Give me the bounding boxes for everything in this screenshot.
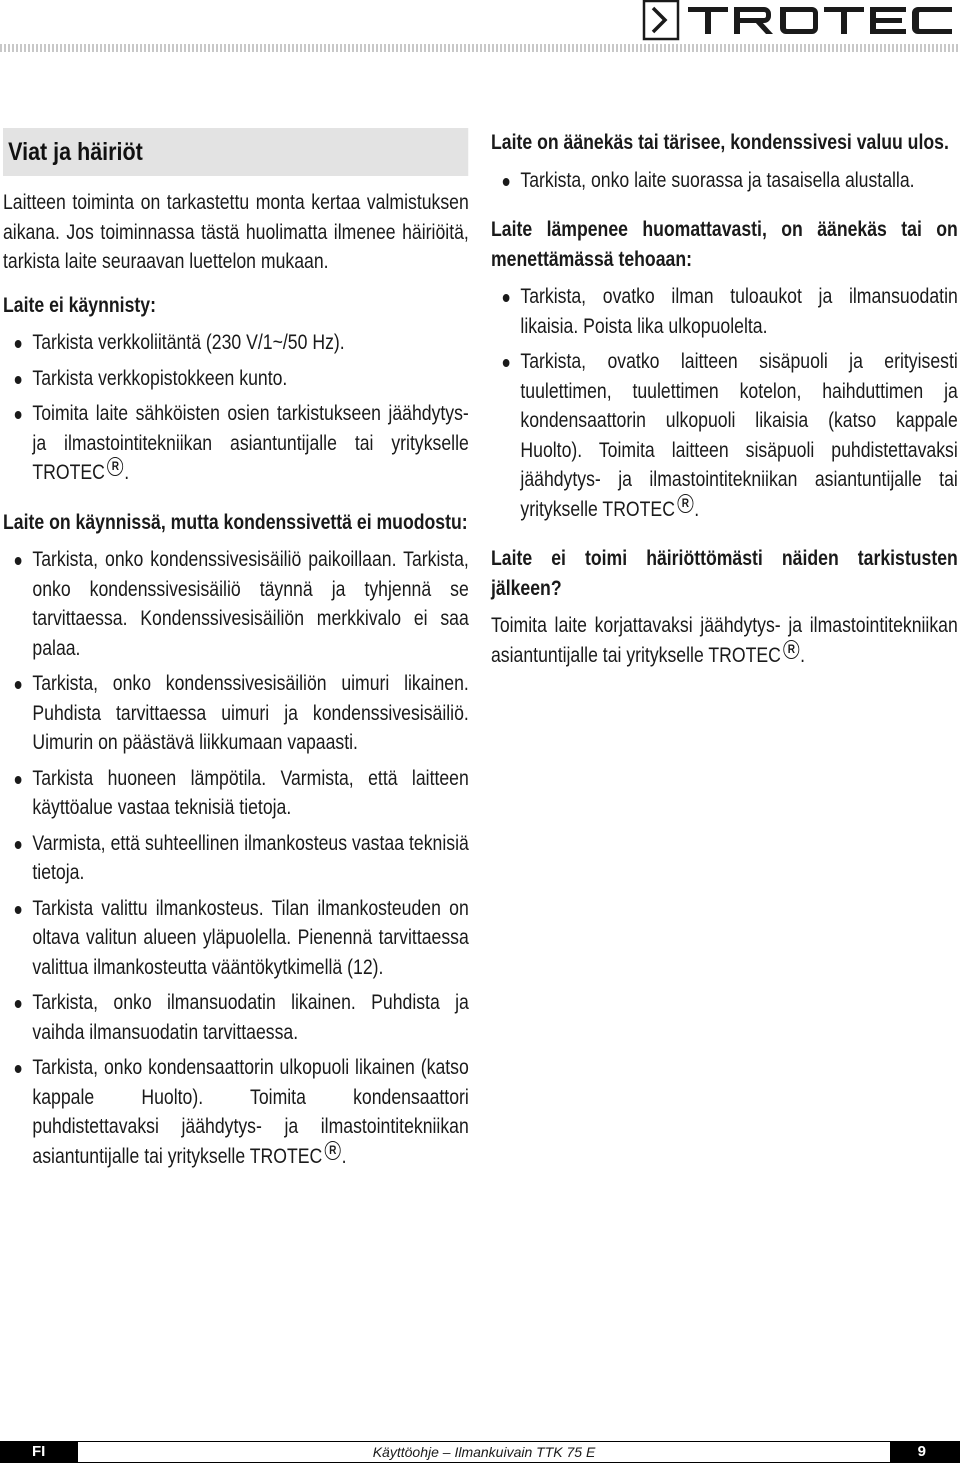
footer-page-number: 9 <box>890 1441 960 1463</box>
header-rule <box>0 44 960 52</box>
list-item-text: Tarkista valittu ilmankosteus. Tilan ilmankosteuden on oltava valitun alueen yläpuolella. Pienennä tarvittaessa valittua ilmankosteutta vääntökytkimellä (12). <box>32 896 469 979</box>
list-item <box>3 1053 469 1171</box>
heading-not-starting: Laite ei käynnisty: <box>3 293 156 317</box>
left-column-text <box>3 188 469 1171</box>
list-item-text: Toimita laite sähköisten osien tarkistukseen jäähdytys- ja ilmastointitekniikan asiantuntijalle tai yritykselle TROTEC <box>32 402 469 484</box>
list-item <box>3 328 469 358</box>
trotec-logo <box>640 0 960 44</box>
list-item <box>3 988 469 1047</box>
list-item <box>3 764 469 823</box>
registered-mark: R <box>783 640 799 659</box>
list-item-text: Tarkista, ovatko ilman tuloaukot ja ilmansuodatin likaisia. Poista lika ulkopuolelta. <box>520 285 958 338</box>
list-item-text: Tarkista, onko kondensaattorin ulkopuoli likainen (katso kappale Huolto). Toimita kondensaattori puhdistettavaksi jäähdytys- ja ilmastointitekniikan asiantuntijalle tai yritykselle TROTEC <box>32 1056 469 1168</box>
list-item-text: Tarkista huoneen lämpötila. Varmista, että laitteen käyttöalue vastaa teknisiä tietoja. <box>32 766 469 819</box>
list-noisy <box>491 166 958 196</box>
period: . <box>124 461 130 484</box>
list-item <box>491 282 958 341</box>
registered-mark: R <box>107 457 123 476</box>
intro-paragraph: Laitteen toiminta on tarkastettu monta kertaa valmistuksen aikana. Jos toiminnassa tästä huolimatta ilmenee häiriöitä, tarkista laite seuraavan luettelon mukaan. <box>3 191 469 273</box>
list-item-text: Tarkista, ovatko laitteen sisäpuoli ja erityisesti tuulettimen, tuulettimen kotelon, haihduttimen ja kondensaattorin ulkopuoli likaisia (katso kappale Huolto). Toimita laitteen sisäpuoli puhdistettavaksi jäähdytys- ja ilmastointitekniikan asiantuntijalle tai yritykselle TROTEC <box>520 350 958 521</box>
period: . <box>800 643 806 667</box>
right-column <box>491 128 958 684</box>
registered-mark: R <box>677 494 693 513</box>
list-not-starting <box>3 328 469 488</box>
heading-no-condensate: Laite on käynnissä, mutta kondenssivettä ei muodostu: <box>3 510 468 534</box>
repair-paragraph <box>491 611 958 670</box>
period: . <box>341 1144 347 1168</box>
footer-language: FI <box>0 1441 78 1463</box>
list-item <box>3 364 469 394</box>
list-item-text: Tarkista, onko laite suorassa ja tasaisella alustalla. <box>520 168 915 192</box>
section-title: Viat ja häiriöt <box>3 128 468 176</box>
list-item <box>3 399 469 488</box>
heading-noisy: Laite on äänekäs tai tärisee, kondenssivesi valuu ulos. <box>491 131 949 154</box>
registered-mark: R <box>325 1141 341 1160</box>
page-footer <box>0 1441 960 1463</box>
trotec-logo-graphic <box>640 0 960 44</box>
list-item <box>491 166 958 196</box>
heading-still-faulty: Laite ei toimi häiriöttömästi näiden tarkistusten jälkeen? <box>491 547 958 600</box>
footer-document-title: Käyttöohje – Ilmankuivain TTK 75 E <box>78 1441 890 1463</box>
list-item <box>3 545 469 663</box>
list-item-text: Tarkista verkkopistokkeen kunto. <box>32 366 288 390</box>
left-column <box>3 128 469 1191</box>
period: . <box>694 497 700 521</box>
list-item-text: Varmista, että suhteellinen ilmankosteus vastaa teknisiä tietoja. <box>32 831 469 884</box>
list-item <box>3 829 469 888</box>
repair-text: Toimita laite korjattavaksi jäähdytys- ja ilmastointitekniikan asiantuntijalle tai yritykselle TROTEC <box>491 614 958 667</box>
list-item <box>491 347 958 524</box>
right-column-text <box>491 128 958 670</box>
list-item-text: Tarkista, onko ilmansuodatin likainen. Puhdista ja vaihda ilmansuodatin tarvittaessa. <box>32 991 469 1044</box>
heading-heats-up: Laite lämpenee huomattavasti, on äänekäs tai on menettämässä tehoaan: <box>491 218 958 271</box>
list-item-text: Tarkista, onko kondenssivesisäiliön uimuri likainen. Puhdista tarvittaessa uimuri ja kondenssivesisäiliö. Uimurin on päästävä liikkumaan vapaasti. <box>32 672 469 754</box>
list-item-text: Tarkista, onko kondenssivesisäiliö paikoillaan. Tarkista, onko kondenssivesisäiliö täynnä ja tyhjennä se tarvittaessa. Kondenssivesisäiliön merkkivalo ei saa palaa. <box>32 548 469 660</box>
list-heats-up <box>491 282 958 524</box>
list-item <box>3 894 469 983</box>
list-no-condensate <box>3 545 469 1171</box>
list-item-text: Tarkista verkkoliitäntä (230 V/1~/50 Hz). <box>32 331 345 354</box>
list-item <box>3 669 469 758</box>
